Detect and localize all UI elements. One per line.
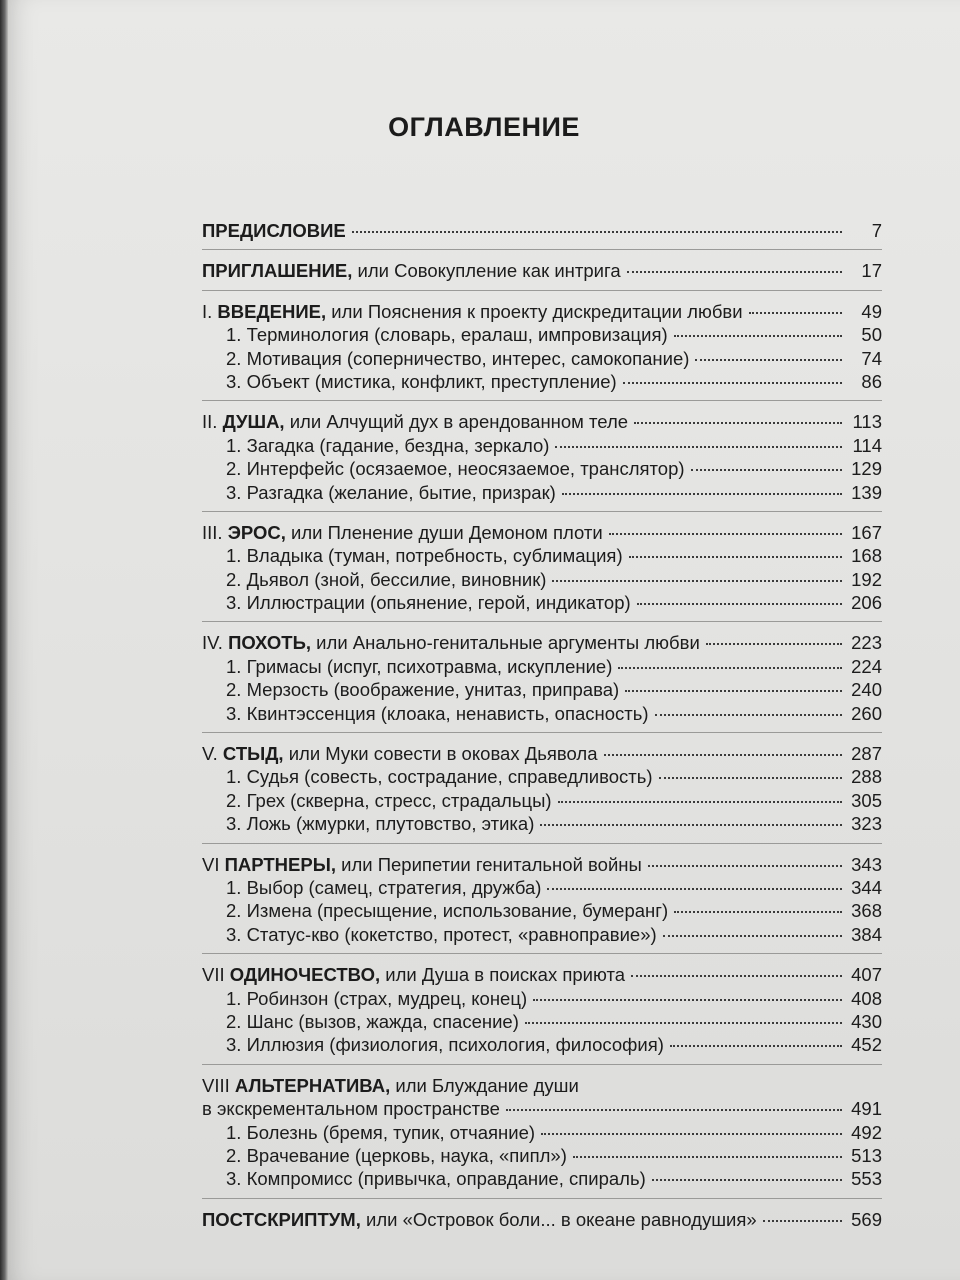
page-number: 206 [851,592,882,614]
chapter-subtitle: или Перипетии генитальной войны [335,853,642,875]
toc-subentry [202,458,882,481]
toc-entry [202,522,882,545]
toc-section [202,1075,882,1199]
dot-leader [506,1108,842,1111]
toc-entry [202,260,882,283]
toc-subentry [202,482,882,505]
toc-subentry [202,1168,882,1191]
entry-text: 1. Загадка (гадание, бездна, зеркало) [226,434,550,456]
chapter-numeral: VIII [202,1074,235,1096]
page-number: 452 [851,1034,882,1056]
chapter-numeral: VI [202,853,225,875]
page-number: 7 [871,220,882,241]
toc-subentry [202,569,882,592]
toc-subentry [202,877,882,900]
entry-label [202,632,700,654]
toc-subentry [202,656,882,679]
dot-leader [648,864,842,867]
dot-leader [552,579,842,582]
chapter-numeral: V. [202,743,223,765]
chapter-numeral: II. [202,411,223,433]
entry-text: 3. Объект (мистика, конфликт, преступление) [226,370,617,392]
toc-subentry [202,900,882,923]
page-number: 569 [851,1208,882,1230]
page-number: 139 [851,481,882,503]
entry-label [226,900,668,922]
toc-subentry [202,1122,882,1145]
entry-text: 1. Гримасы (испуг, психотравма, искупление) [226,655,613,677]
page-number: 491 [851,1098,882,1120]
dot-leader [695,358,842,361]
toc-section [202,411,882,512]
entry-label [226,1034,664,1056]
page-number: 167 [851,521,882,543]
dot-leader [573,1155,842,1158]
dot-leader [631,974,842,977]
page-number: 288 [851,766,882,788]
toc-entry [202,1075,882,1098]
toc-subentry [202,988,882,1011]
entry-label [226,703,649,725]
page-number: 129 [851,458,882,480]
entry-text: 2. Интерфейс (осязаемое, неосязаемое, транслятор) [226,458,685,480]
toc-section [202,964,882,1065]
entry-text: 1. Робинзон (страх, мудрец, конец) [226,987,528,1009]
toc-subentry [202,924,882,947]
entry-text: в экскрементальном пространстве [202,1098,500,1120]
page-number: 344 [851,876,882,898]
chapter-heading: ПОСТСКРИПТУМ, [202,1208,361,1230]
chapter-heading: ВВЕДЕНИЕ, [217,300,327,322]
dot-leader [749,311,842,314]
entry-label [226,877,541,899]
page-number: 168 [851,545,882,567]
toc-entry [202,301,882,324]
chapter-subtitle: или Душа в поисках приюта [380,964,626,986]
chapter-subtitle: или Пояснения к проекту дискредитации любви [326,300,743,322]
entry-text: 2. Измена (пресыщение, использование, бумеранг) [226,900,669,922]
entry-text: 2. Врачевание (церковь, наука, «пипл») [226,1144,567,1166]
entry-label [226,482,556,504]
toc-entry [202,1209,882,1232]
entry-text: 3. Ложь (жмурки, плутовство, этика) [226,813,535,835]
toc-section [202,632,882,733]
toc-subentry [202,545,882,568]
page-number: 223 [851,632,882,654]
dot-leader [655,713,842,716]
page-number: 50 [861,324,882,346]
dot-leader [659,776,842,779]
toc-entry [202,743,882,766]
page-number: 513 [851,1144,882,1166]
entry-label [226,348,689,370]
page-number: 17 [861,260,882,282]
toc-subentry [202,813,882,836]
entry-text: 2. Дьявол (зной, бессилие, виновник) [226,568,547,590]
entry-label [226,1168,646,1190]
toc-subentry [202,1034,882,1057]
dot-leader [652,1178,842,1181]
page-number: 49 [861,300,882,322]
book-page [8,0,960,1280]
dot-leader [625,689,842,692]
entry-label [202,220,346,242]
dot-leader [637,602,842,605]
entry-text: 2. Грех (скверна, стресс, страдальцы) [226,789,552,811]
entry-text: 3. Иллюстрации (опьянение, герой, индикатор) [226,592,631,614]
page-number: 113 [852,411,882,433]
entry-label [226,813,534,835]
entry-label [202,260,621,282]
page-number: 368 [851,900,882,922]
page-number: 287 [851,743,882,765]
chapter-numeral: I. [202,300,218,322]
page-number: 492 [851,1121,882,1143]
entry-label [202,1098,500,1120]
toc-subentry [202,371,882,394]
dot-leader [674,334,842,337]
table-of-contents [202,220,882,1248]
entry-text: 3. Статус-кво (кокетство, протест, «равноправие») [226,923,657,945]
dot-leader [541,1132,842,1135]
toc-entry [202,964,882,987]
toc-entry [202,220,882,243]
page-number: 430 [851,1010,882,1032]
dot-leader [629,555,842,558]
chapter-numeral: VII [202,964,230,986]
toc-entry [202,1098,882,1121]
dot-leader [706,642,842,645]
dot-leader [627,270,842,273]
chapter-subtitle: или Пленение души Демоном плоти [285,521,603,543]
entry-text: 2. Шанс (вызов, жажда, спасение) [226,1010,519,1032]
toc-section [202,854,882,955]
toc-section [202,260,882,290]
entry-label [202,854,642,876]
entry-label [226,1145,567,1167]
toc-subentry [202,592,882,615]
entry-label [226,656,612,678]
entry-label [226,790,552,812]
chapter-subtitle: или Блуждание души [390,1074,579,1096]
entry-text: 3. Квинтэссенция (клоака, ненависть, опасность) [226,702,649,724]
toc-subentry [202,679,882,702]
page-number: 323 [851,813,882,835]
dot-leader [547,887,842,890]
toc-entry [202,411,882,434]
dot-leader [540,823,842,826]
entry-label [226,679,619,701]
page-number: 192 [851,568,882,590]
page-number: 407 [851,964,882,986]
dot-leader [763,1219,842,1222]
dot-leader [691,468,842,471]
toc-subentry [202,703,882,726]
dot-leader [618,666,842,669]
entry-text: 1. Болезнь (бремя, тупик, отчаяние) [226,1121,536,1143]
page-number: 384 [851,923,882,945]
dot-leader [663,934,842,937]
entry-label [202,301,743,323]
entry-label [226,569,546,591]
entry-label [202,743,598,765]
toc-section [202,220,882,250]
toc-subentry [202,348,882,371]
entry-label [202,1209,757,1231]
chapter-heading: ЭРОС, [227,521,286,543]
entry-text: 3. Иллюзия (физиология, психология, философия) [226,1034,664,1056]
chapter-subtitle: или Алчущий дух в арендованном теле [284,411,629,433]
entry-label [226,458,685,480]
toc-subentry [202,766,882,789]
entry-label [226,371,617,393]
page-number: 305 [851,789,882,811]
toc-subentry [202,1011,882,1034]
chapter-heading: ПРИГЛАШЕНИЕ, [202,260,353,282]
dot-leader [525,1021,842,1024]
chapter-heading: ОДИНОЧЕСТВО, [229,964,381,986]
chapter-subtitle: или Анально-генитальные аргументы любви [311,632,700,654]
chapter-heading: ДУША, [222,411,285,433]
toc-section [202,743,882,844]
page-number: 74 [861,347,882,369]
dot-leader [623,381,842,384]
entry-label [202,411,628,433]
entry-text: 1. Судья (совесть, сострадание, справедливость) [226,766,653,788]
entry-label [226,592,631,614]
entry-text: 2. Мерзость (воображение, унитаз, приправа) [226,679,620,701]
chapter-heading: СТЫД, [222,743,284,765]
chapter-heading: ПАРТНЕРЫ, [224,853,336,875]
entry-text: 1. Выбор (самец, стратегия, дружба) [226,876,542,898]
toc-subentry [202,324,882,347]
toc-section [202,522,882,623]
entry-label [226,766,653,788]
entry-label [202,1075,579,1097]
chapter-heading: ПОХОТЬ, [228,632,312,654]
entry-label [226,1011,519,1033]
dot-leader [533,998,842,1001]
entry-label [226,988,527,1010]
dot-leader [352,230,842,233]
page-number: 343 [851,853,882,875]
page-number: 260 [851,702,882,724]
entry-text: 1. Терминология (словарь, ералаш, импровизация) [226,324,668,346]
dot-leader [604,753,842,756]
page-number: 114 [852,434,882,456]
toc-subentry [202,1145,882,1168]
chapter-heading: ПРЕДИСЛОВИЕ [202,220,346,241]
entry-label [202,522,603,544]
book-spine-edge [0,0,8,1280]
chapter-numeral: III. [202,521,228,543]
page-number: 553 [851,1168,882,1190]
dot-leader [558,800,842,803]
toc-section [202,1209,882,1238]
page-number: 408 [851,987,882,1009]
dot-leader [609,532,842,535]
entry-label [226,1122,535,1144]
dot-leader [562,492,842,495]
page-number: 224 [851,655,882,677]
entry-label [226,924,657,946]
entry-label [226,324,668,346]
toc-subentry [202,790,882,813]
entry-label [202,964,625,986]
toc-section [202,301,882,402]
dot-leader [555,445,842,448]
entry-text: 1. Владыка (туман, потребность, сублимация) [226,545,623,567]
dot-leader [670,1044,842,1047]
toc-entry [202,632,882,655]
chapter-heading: АЛЬТЕРНАТИВА, [234,1074,391,1096]
entry-text: 3. Компромисс (привычка, оправдание, спираль) [226,1168,646,1190]
dot-leader [634,421,842,424]
entry-label [226,435,549,457]
toc-subentry [202,435,882,458]
page-number: 86 [861,370,882,392]
page-title: ОГЛАВЛЕНИЕ [388,112,580,142]
page-number: 240 [851,679,882,701]
chapter-subtitle: или «Островок боли... в океане равнодушия» [360,1208,757,1230]
toc-entry [202,854,882,877]
dot-leader [674,910,842,913]
chapter-subtitle: или Совокупление как интрига [352,260,621,282]
chapter-subtitle: или Муки совести в оковах Дьявола [283,743,598,765]
entry-text: 3. Разгадка (желание, бытие, призрак) [226,481,556,503]
chapter-numeral: IV. [202,632,229,654]
entry-label [226,545,623,567]
entry-text: 2. Мотивация (соперничество, интерес, самокопание) [226,347,690,369]
